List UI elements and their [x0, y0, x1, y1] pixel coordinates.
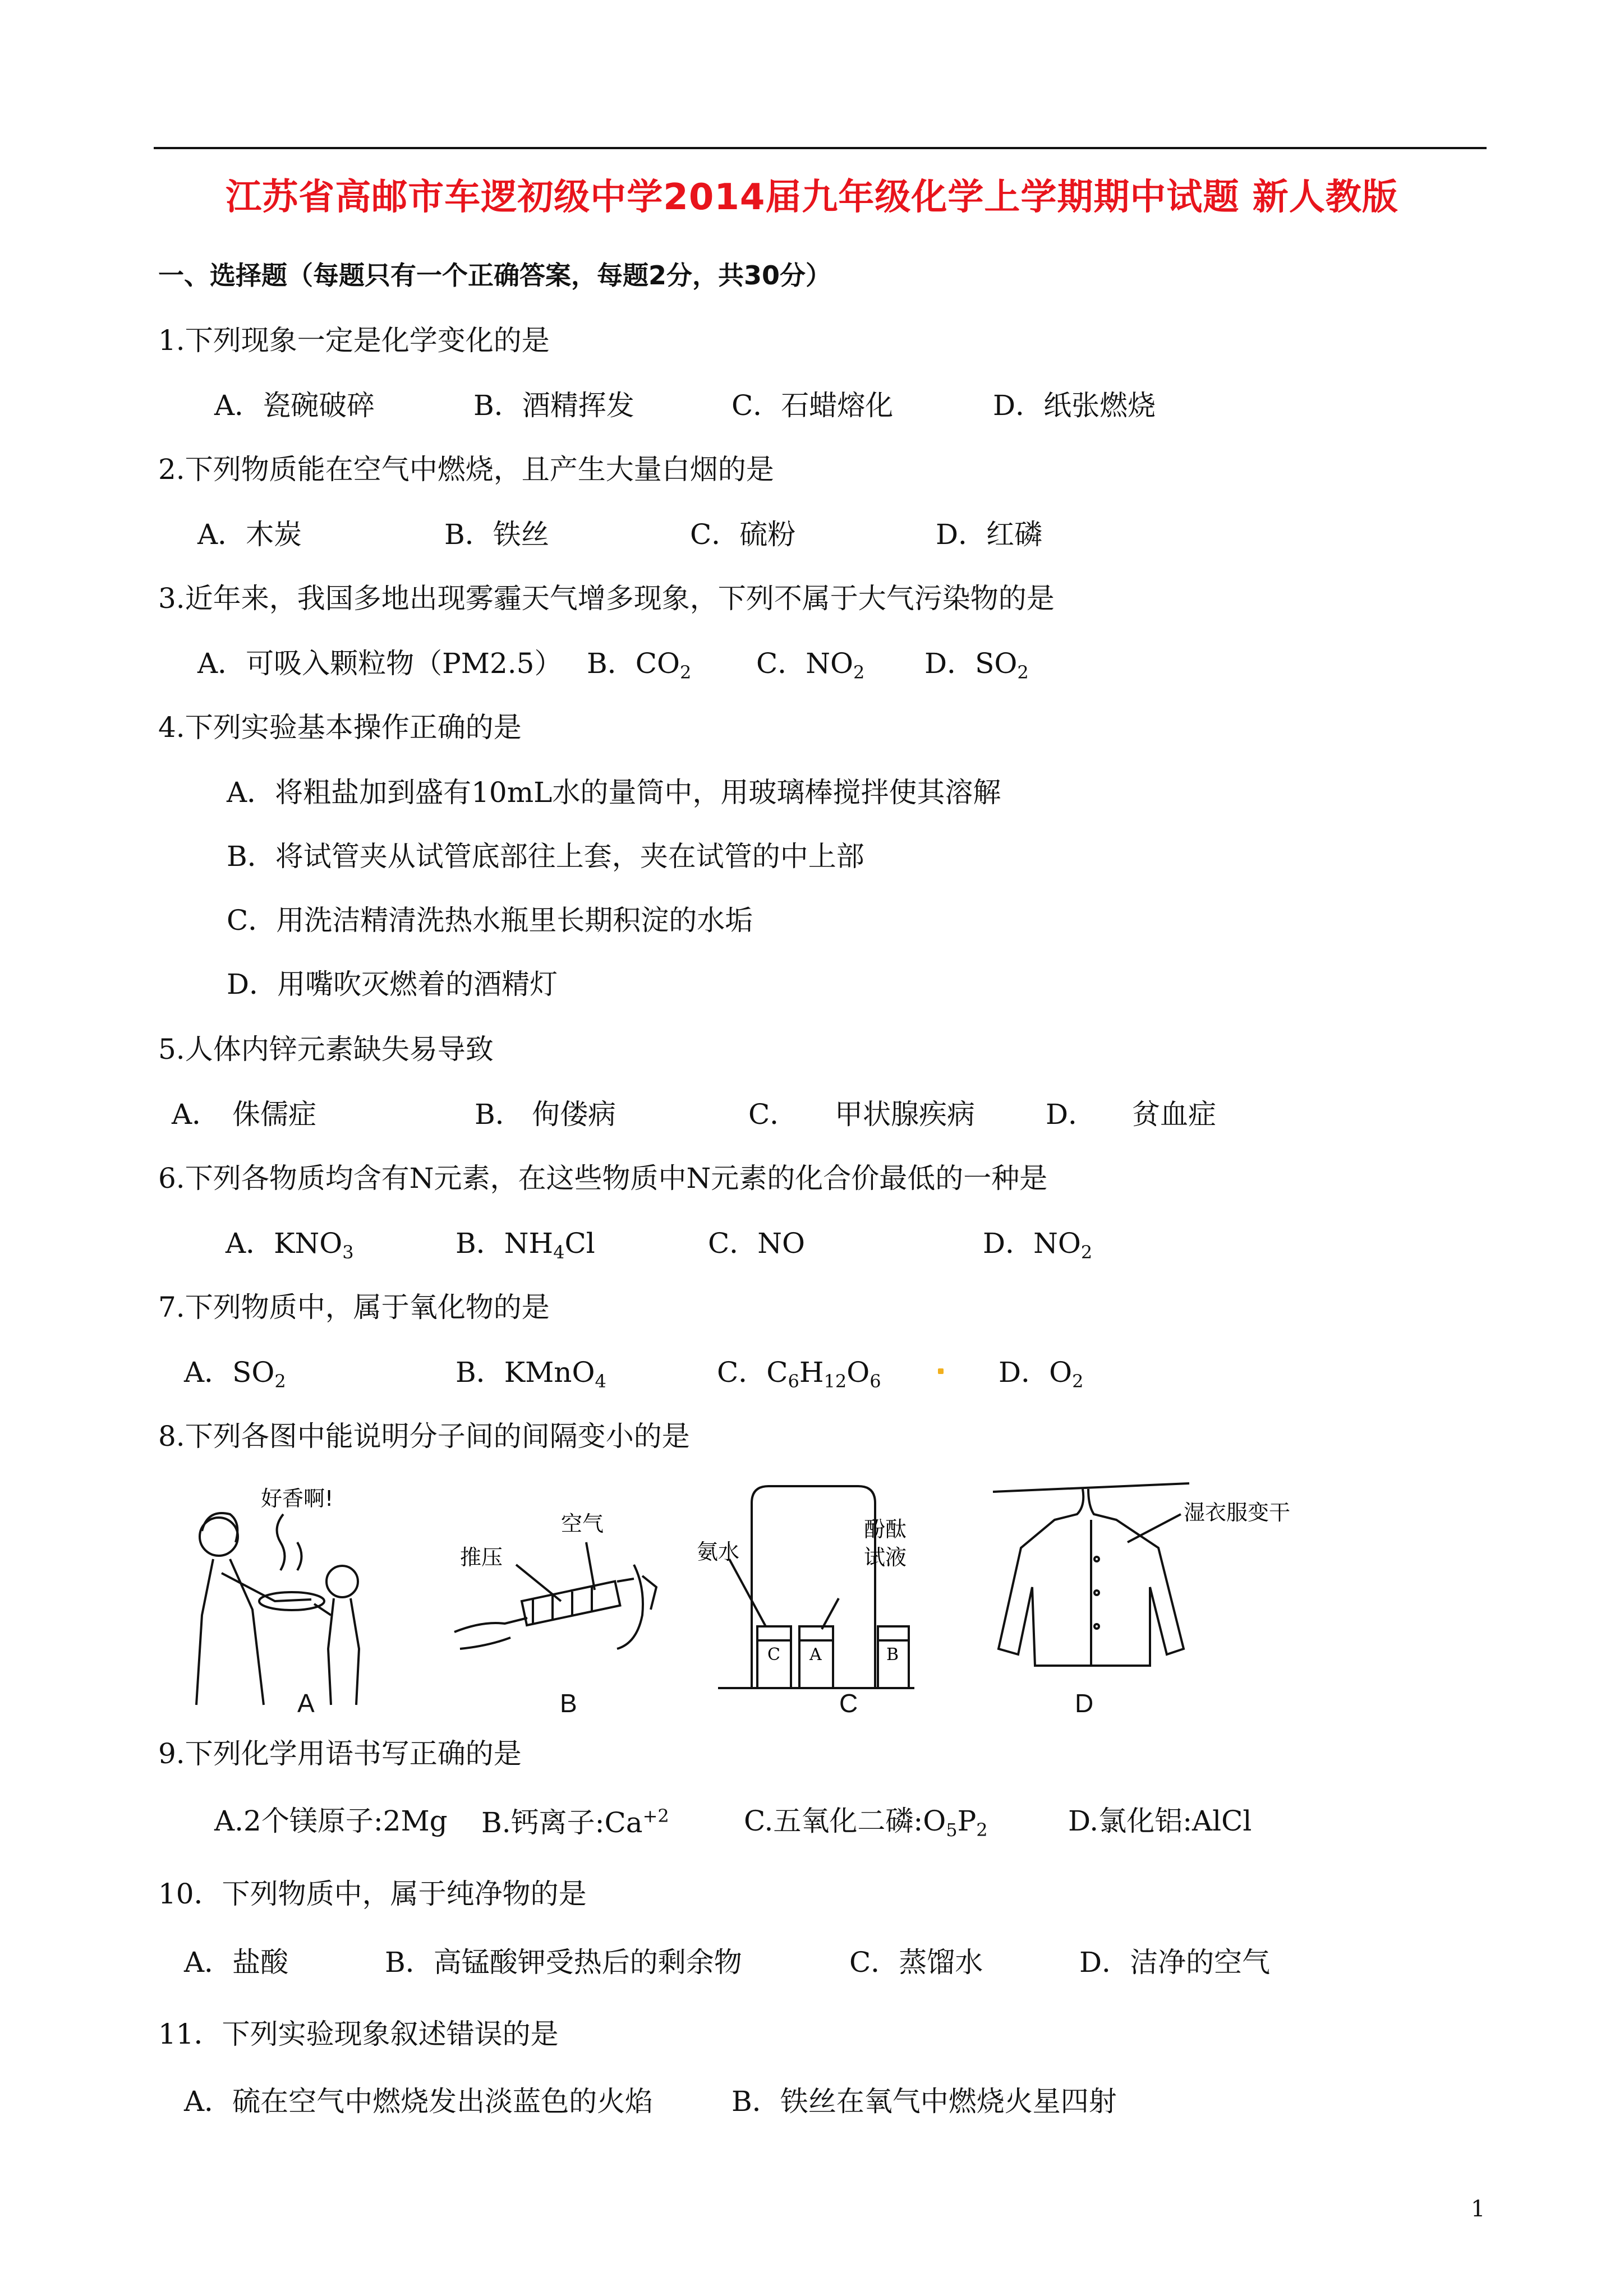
q9-option-b: B.钙离子$:Ca^{+2}$ — [481, 1805, 669, 1839]
question-9-stem: 9.下列化学用语书写正确的是 — [158, 1737, 522, 1770]
q2-option-c: C．硫粉 — [690, 518, 796, 551]
q10-option-d: D．洁净的空气 — [1079, 1946, 1271, 1979]
q7-option-b: B．KMnO$_4$ — [456, 1356, 606, 1392]
figure-label-a: A — [297, 1689, 315, 1718]
figure-b-syringe — [449, 1481, 668, 1716]
stray-dot — [938, 1368, 944, 1374]
q5-option-b: 佝偻病 — [532, 1098, 616, 1131]
q3-option-d: D．$SO_2$ — [924, 647, 1029, 683]
question-6-stem: 6.下列各物质均含有N元素，在这些物质中N元素的化合价最低的一种是 — [158, 1162, 1048, 1195]
q4-option-b: B．将试管夹从试管底部往上套，夹在试管的中上部 — [227, 840, 864, 873]
q9-option-a: A.2个镁原子:2Mg — [214, 1805, 448, 1837]
q10-option-a: A．盐酸 — [184, 1946, 289, 1979]
q4-option-d: D．用嘴吹灭燃着的酒精灯 — [227, 968, 558, 1001]
fig-c-beaker-a: A — [809, 1645, 822, 1665]
q11-option-b: B．铁丝在氧气中燃烧火星四射 — [732, 2085, 1117, 2118]
q1-option-c: C．石蜡熔化 — [732, 389, 894, 422]
q7-option-a: A．$SO_2$ — [184, 1356, 286, 1392]
page-number: 1 — [1471, 2196, 1485, 2222]
q5-option-b-letter: B． — [475, 1098, 523, 1131]
question-7-stem: 7.下列物质中，属于氧化物的是 — [158, 1291, 550, 1324]
figure-a-smell — [180, 1481, 381, 1716]
q5-option-a: 侏儒症 — [232, 1098, 316, 1131]
q10-option-c: C．蒸馏水 — [849, 1946, 983, 1979]
question-11-stem: 11．下列实验现象叙述错误的是 — [158, 2018, 559, 2050]
question-1-stem: 1.下列现象一定是化学变化的是 — [158, 324, 550, 357]
q3-option-a: A．可吸入颗粒物（PM2.5） — [197, 647, 563, 680]
q5-option-c: 甲状腺疾病 — [835, 1098, 975, 1131]
q9-option-d: D.氯化铝:AlCl — [1068, 1805, 1252, 1837]
fig-c-label-solution: 试液 — [864, 1545, 907, 1570]
q6-option-d: D．$NO_2$ — [983, 1227, 1093, 1263]
q4-option-c: C．用洗洁精清洗热水瓶里长期积淀的水垢 — [227, 904, 753, 937]
fig-c-beaker-c: C — [767, 1645, 780, 1665]
q3-option-c: C．$NO_2$ — [756, 647, 865, 683]
figure-label-b: B — [560, 1689, 577, 1718]
q6-option-b: B．$NH_4Cl$ — [456, 1227, 595, 1263]
fig-c-label-ammonia: 氨水 — [697, 1539, 740, 1564]
figure-d-clothes — [987, 1481, 1313, 1716]
q1-option-a: A．瓷碗破碎 — [214, 389, 375, 422]
q7-option-c: C．$C_6H_{12}O_6$ — [717, 1356, 881, 1392]
fig-c-beaker-b: B — [886, 1645, 899, 1665]
q2-option-b: B．铁丝 — [444, 518, 549, 551]
q4-option-a: A．将粗盐加到盛有10mL水的量筒中，用玻璃棒搅拌使其溶解 — [227, 776, 1001, 809]
header-rule — [154, 147, 1487, 149]
fig-b-label-press: 推压 — [460, 1545, 503, 1570]
q5-option-c-letter: C． — [748, 1098, 798, 1131]
fig-a-label: 好香啊! — [261, 1486, 334, 1511]
figure-c-beakers — [696, 1481, 914, 1716]
q11-option-a: A．硫在空气中燃烧发出淡蓝色的火焰 — [184, 2085, 654, 2118]
question-3-stem: 3.近年来，我国多地出现雾霾天气增多现象，下列不属于大气污染物的是 — [158, 582, 1055, 615]
question-4-stem: 4.下列实验基本操作正确的是 — [158, 711, 522, 744]
question-10-stem: 10．下列物质中，属于纯净物的是 — [158, 1878, 587, 1910]
figure-label-c: C — [839, 1689, 858, 1718]
q3-option-b: B．$CO_2$ — [587, 647, 692, 683]
fig-c-label-phenolphthalein: 酚酞 — [864, 1517, 907, 1542]
q7-option-d: D．$O_2$ — [999, 1356, 1084, 1392]
q5-option-d-letter: D． — [1046, 1098, 1097, 1131]
q9-option-c: C.五氧化二磷$:O_5P_2$ — [744, 1805, 988, 1841]
fig-d-label: 湿衣服变干 — [1184, 1500, 1291, 1525]
figure-label-d: D — [1075, 1689, 1094, 1718]
question-5-stem: 5.人体内锌元素缺失易导致 — [158, 1033, 494, 1066]
q6-option-c: C．NO — [708, 1227, 805, 1260]
q5-option-a-letter: A． — [172, 1098, 220, 1131]
q2-option-d: D．红磷 — [936, 518, 1043, 551]
q5-option-d: 贫血症 — [1132, 1098, 1216, 1131]
q1-option-d: D．纸张燃烧 — [993, 389, 1156, 422]
q6-option-a: A．$KNO_3$ — [226, 1227, 354, 1263]
question-2-stem: 2.下列物质能在空气中燃烧，且产生大量白烟的是 — [158, 453, 774, 486]
page-title: 江苏省高邮市车逻初级中学2014届九年级化学上学期期中试题 新人教版 — [226, 177, 1398, 218]
q2-option-a: A．木炭 — [197, 518, 302, 551]
q1-option-b: B．酒精挥发 — [473, 389, 634, 422]
section-heading: 一、选择题（每题只有一个正确答案，每题2分，共30分） — [158, 260, 832, 291]
fig-b-label-air: 空气 — [561, 1511, 604, 1536]
question-8-stem: 8.下列各图中能说明分子间的间隔变小的是 — [158, 1420, 690, 1453]
q10-option-b: B．高锰酸钾受热后的剩余物 — [385, 1946, 742, 1979]
